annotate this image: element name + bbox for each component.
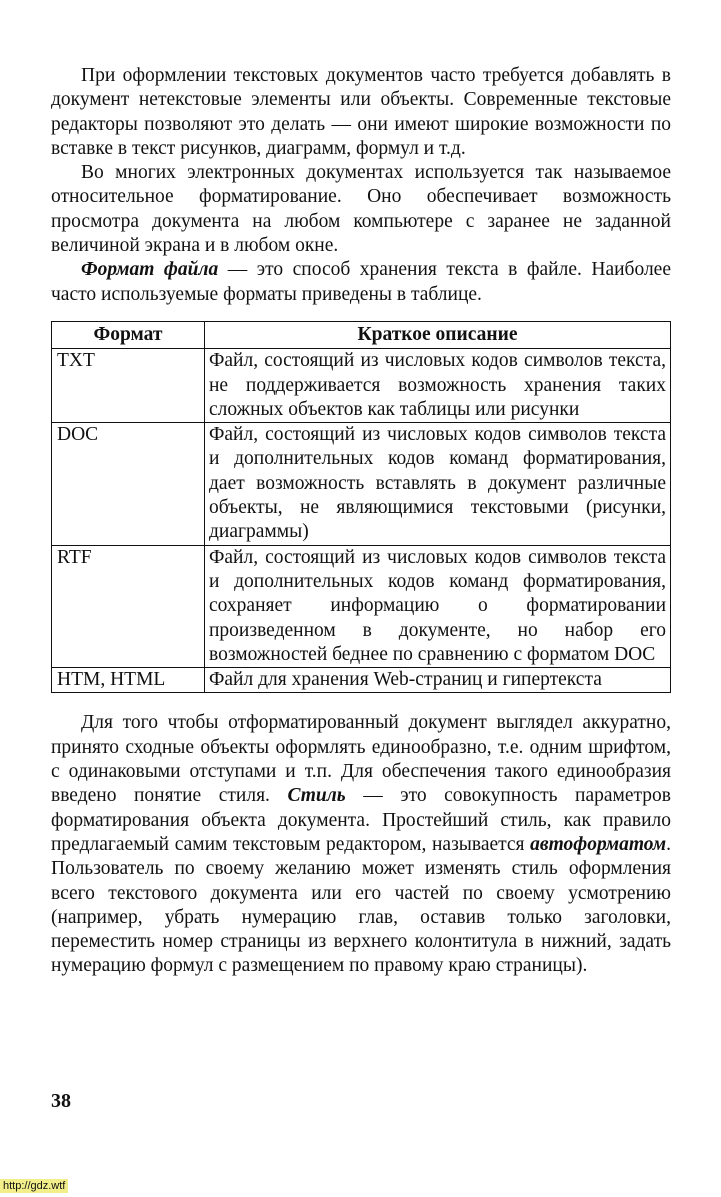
page-number: 38 xyxy=(51,1090,71,1112)
table-row xyxy=(52,668,671,693)
cell-description: Файл, состоящий из числовых кодов символов текста и дополнительных кодов команд форматирования, дает возможность вставлять в документ различные объекты, не являющимися текстовыми (рисунки, диаграммы) xyxy=(205,423,671,545)
paragraph-file-format-text: — это способ хранения текста в файле. Наиболее часто используемые форматы приведены в таблице. xyxy=(51,259,671,305)
table-header-row xyxy=(52,321,671,348)
paragraph-style-text-c: . Пользователь по своему желанию может изменять стиль оформления всего текстового документа или его частей по своему усмотрению (например, убрать нумерацию глав, оставив только заголовки, переместить номер страницы из верхнего колонтитула в нижний, задать нумерацию формул с размещением по правому краю страницы). xyxy=(51,833,671,977)
table-row xyxy=(52,545,671,667)
cell-format: DOC xyxy=(52,423,205,545)
paragraph-relative-formatting: Во многих электронных документах используется так называемое относительное форматирование. Оно обеспечивает возможность просмотра документа на любом компьютере с заранее не заданной величиной экрана и в любом окне. xyxy=(51,162,671,257)
watermark-link[interactable]: http://gdz.wtf xyxy=(0,1179,68,1193)
header-description: Краткое описание xyxy=(205,321,671,348)
paragraph-file-format xyxy=(51,258,671,307)
cell-description: Файл, состоящий из числовых кодов символов текста и дополнительных кодов команд форматирования, сохраняет информацию о форматировании произведенном в документе, но набор его возможностей беднее по сравнению с форматом DOC xyxy=(205,545,671,667)
cell-description: Файл для хранения Web-страниц и гипертекста xyxy=(205,668,671,693)
table-row xyxy=(52,349,671,423)
cell-format: HTM, HTML xyxy=(52,668,205,693)
table-row xyxy=(52,423,671,545)
header-format: Формат xyxy=(52,321,205,348)
paragraph-intro: При оформлении текстовых документов часто требуется добавлять в документ нетекстовые элементы или объекты. Современные текстовые редакторы позволяют это делать — они имеют широкие возможности по вставке в текст рисунков, диаграмм, формул и т.д. xyxy=(51,65,671,159)
term-autoformat: автоформатом xyxy=(530,833,667,855)
paragraph-style-text-b: — это совокупность параметров форматирования объекта документа. Простейший стиль, как правило предлагаемый самим текстовым редактором, называется xyxy=(51,785,671,855)
paragraph-style xyxy=(51,711,671,978)
term-style: Стиль xyxy=(287,785,346,807)
cell-format: RTF xyxy=(52,545,205,667)
cell-format: TXT xyxy=(52,349,205,423)
formats-table xyxy=(51,321,671,693)
page-body xyxy=(51,64,671,979)
paragraph-style-text-a: Для того чтобы отформатированный документ выглядел аккуратно, принято сходные объекты оформлять единообразно, т.е. одним шрифтом, с одинаковыми отступами и т.п. Для обеспечения такого единообразия введено понятие стиля. xyxy=(51,712,671,807)
term-file-format: Формат файла xyxy=(81,259,219,281)
cell-description: Файл, состоящий из числовых кодов символов текста, не поддерживается возможность хранения таких сложных объектов как таблицы или рисунки xyxy=(205,349,671,423)
